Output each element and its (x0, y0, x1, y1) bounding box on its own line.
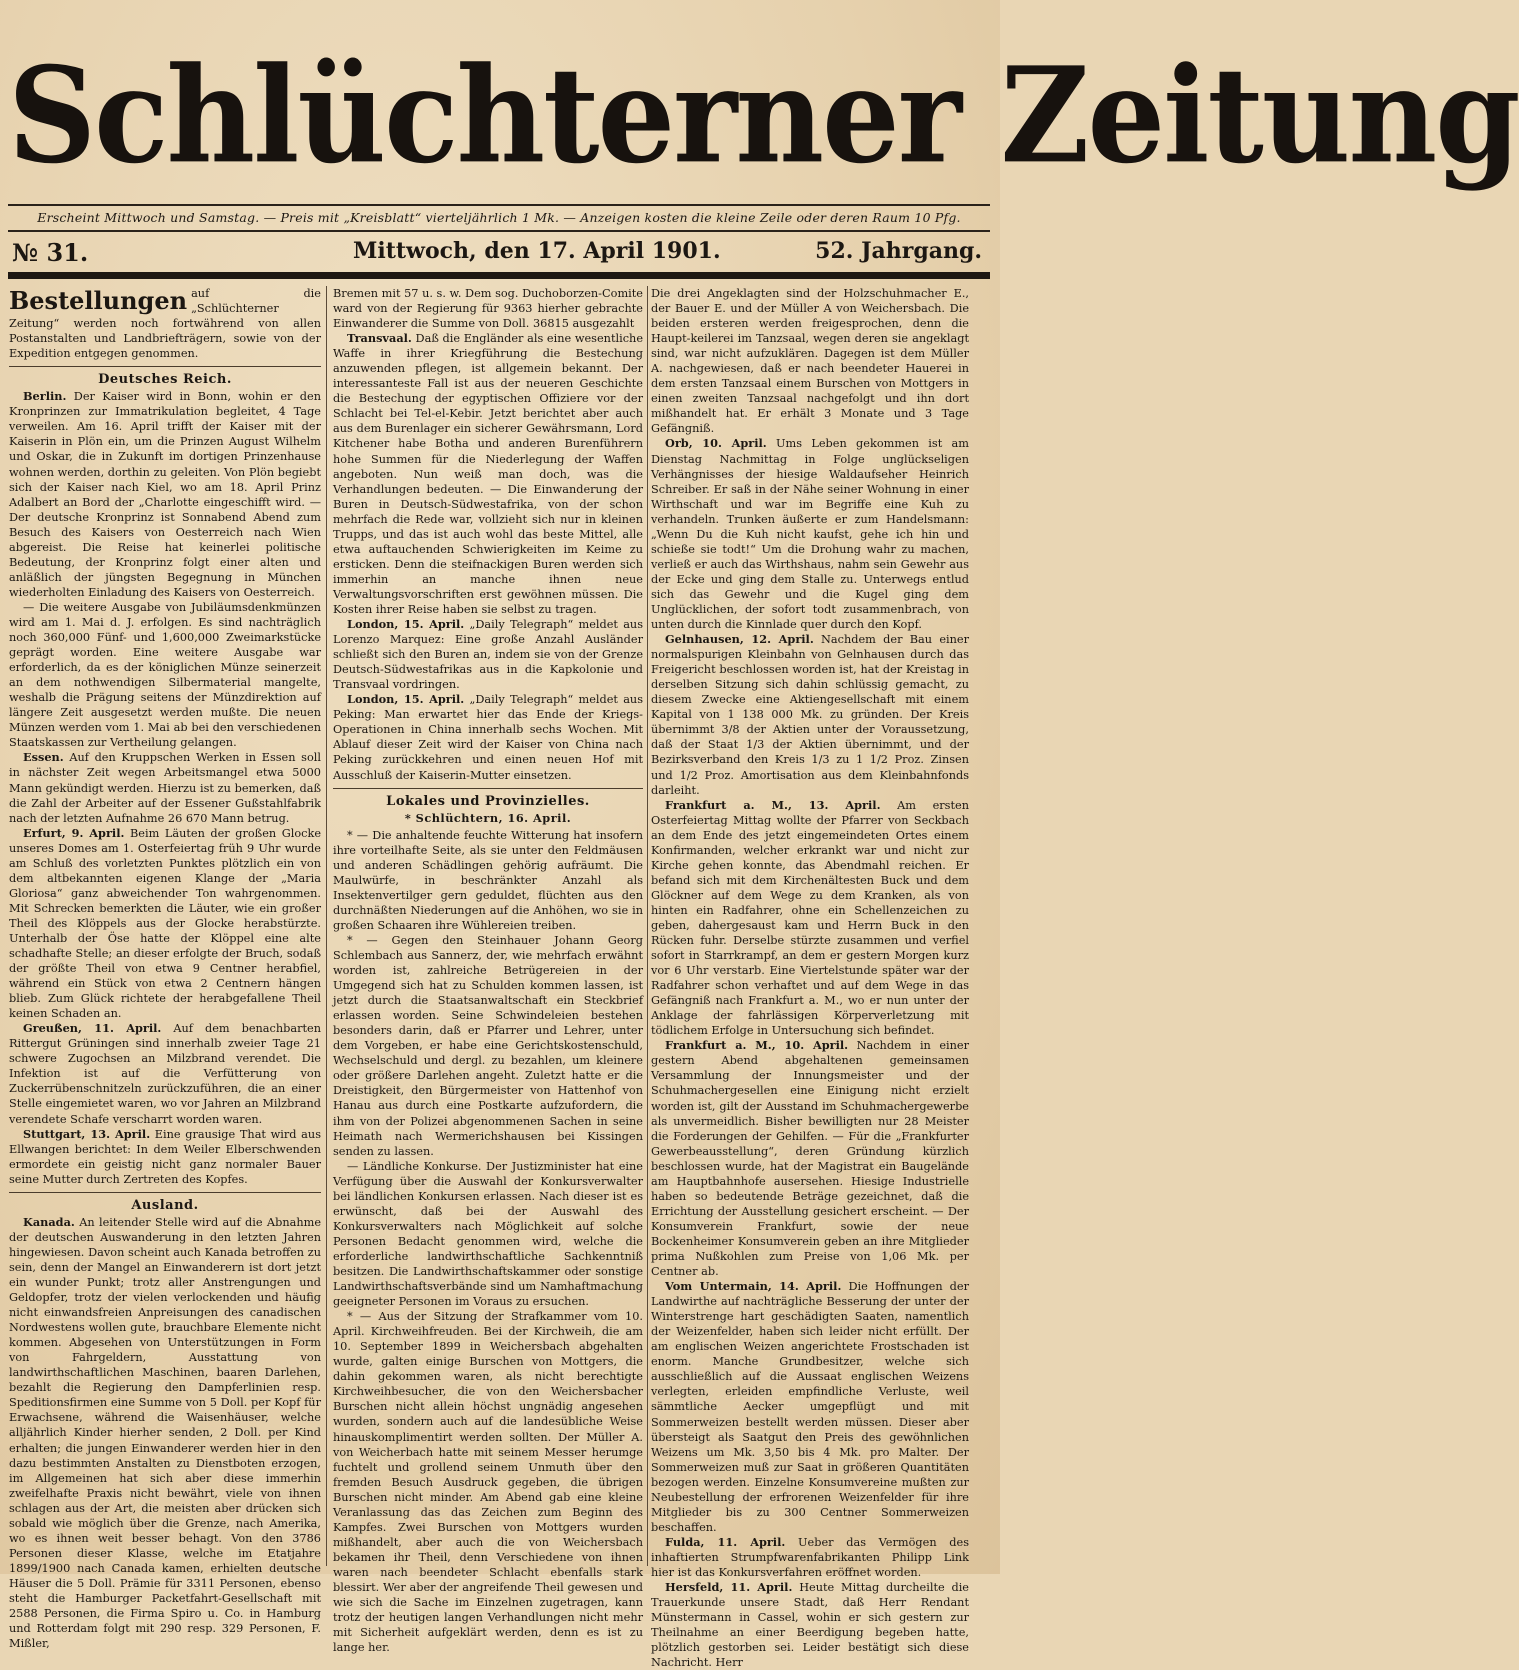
dateline: Frankfurt a. M., 13. April. (665, 797, 881, 812)
dateline: Frankfurt a. M., 10. April. (665, 1038, 849, 1053)
section-heading-reich: Deutsches Reich. (98, 372, 232, 388)
article-text: Ums Leben gekommen ist am Dienstag Nachmittag in Folge unglückseligen Verhängnisses der hiesige Waldaufseher Heinrich Schreiber. Er saß in der Nähe seiner Wohnung in einer Wirthschaft und war im Begriffe eine Kuh zu verhandeln. Trunken äußerte er zum Handelsmann: „Wenn Du die Kuh nicht kaufst, gehe ich hin und schieße sie todt!“ Um die Drohung wahr zu machen, verließ er auch das Wirthshaus, nahm sein Gewehr aus der Ecke und ging dem Stalle zu. Unterwegs entlud sich das Gewehr und die Kugel ging dem Unglücklichen, der sofort todt zusammenbrach, von unten durch die Kinnlade quer durch den Kopf. (651, 437, 970, 632)
dateline: Hersfeld, 11. April. (665, 1580, 793, 1595)
article-text: Ueber das Vermögen des inhaftierten Strumpfwarenfabrikanten Philipp Link hier ist das Konkursverfahren eröffnet worden. (651, 1535, 969, 1579)
newspaper-title: Schlüchterner Zeitung (8, 37, 1519, 193)
article-text: Auf den Kruppschen Werken in Essen soll in nächster Zeit wegen Arbeitsmangel etwa 5000 Mann gekündigt werden. Hierzu ist zu bemerken, daß die Zahl der Arbeiter auf der Essener Gußstahlfabrik nach der letzten Aufnahme 26 670 Mann betrug. (9, 751, 321, 825)
issue-number: № 31. (12, 238, 89, 267)
article-frankfurt-2 (651, 1038, 969, 1279)
article-text: Der Kaiser wird in Bonn, wohin er den Kronprinzen zur Immatrikulation begleitet, 4 Tage verweilen. Am 16. April trifft der Kaiser mit der Kaiserin in Plön ein, um die Prinzen August Wilhelm und Oskar, die in Zukunft im dortigen Prinzenhause wohnen werden, dorthin zu geleiten. Von Plön begiebt sich der Kaiser nach Kiel, wo am 18. April Prinz Adalbert an Bord der „Charlotte eingeschifft wird. — Der deutsche Kronprinz ist Sonnabend Abend zum Besuch des Kaisers von Oesterreich nach Wien abgereist. Die Reise hat keinerlei politische Bedeutung, der Kronprinz folgt einer alten und anläßlich der jüngsten Begegnung in München wiederholten Einladung des Kaisers von Oesterreich. (9, 390, 321, 599)
dateline: London, 15. April. (347, 617, 465, 632)
dateline: Erfurt, 9. April. (23, 825, 125, 840)
dateline: Berlin. (23, 389, 67, 404)
article-erfurt (9, 826, 321, 1022)
dateline: Gelnhausen, 12. April. (665, 632, 814, 647)
masthead-rule (8, 204, 990, 206)
section-heading-lokales: Lokales und Provinzielles. (386, 793, 590, 809)
column-divider (647, 286, 648, 1566)
article-schlembach: * — Gegen den Steinhauer Johann Georg Schlembach aus Sannerz, der, wie mehrfach erwähnt worden ist, zahlreiche Betrügereien in der Umgegend sich hat zu Schulden kommen lassen, ist jetzt durch die Staatsanwaltschaft ein Steckbrief erlassen worden. Seine Schwindeleien bestehen besonders darin, daß er Pfarrer und Lehrer, unter dem Vorgeben, er habe eine Gerichtskostenschuld, Wechselschuld und dergl. zu bezahlen, um kleinere oder größere Darlehen angeht. Zuletzt hatte er die Dreistigkeit, den Bürgermeister von Hattenhof von Hanau aus durch eine Postkarte aufzufordern, die ihm von der Polizei abgenommenen Sachen in seine Heimath nach Wermerichshausen bei Kissingen senden zu lassen. (333, 933, 643, 1158)
article-bremen: Bremen mit 57 u. s. w. Dem sog. Duchoborzen-Comite ward von der Regierung für 9363 hierher gebrachte Einwanderer die Summe von Doll. 36815 ausgezahlt (333, 287, 643, 331)
article-transvaal (333, 331, 643, 617)
article-greussen (9, 1021, 321, 1126)
separator (9, 366, 321, 367)
dateline: Fulda, 11. April. (665, 1534, 786, 1549)
article-konkurse: — Ländliche Konkurse. Der Justizminister hat eine Verfügung über die Auswahl der Konkursverwalter bei ländlichen Konkursen erlassen. Nach dieser ist es erwünscht, daß bei der Auswahl des Konkursverwalters nach Möglichkeit auf solche Personen Bedacht genommen wird, welche die erforderliche landwirthschaftliche Sachkenntniß besitzen. Die Landwirthschaftskammer oder sonstige Landwirthschaftsverbände sind um Namhaftmachung geeigneter Personen im Voraus zu ersuchen. (333, 1159, 643, 1309)
column-1 (9, 286, 322, 1651)
section-heading-ausland: Ausland. (131, 1197, 199, 1213)
article-strafkammer: * — Aus der Sitzung der Strafkammer vom 10. April. Kirchweihfreuden. Bei der Kirchweih, die am 10. September 1899 in Weichersbach abgehalten wurde, galten einige Burschen von Mottgers, die dahin gekommen waren, als nicht berechtigte Kirchweihbesucher, die von den Weichersbacher Burschen nicht allein höchst ungnädig angesehen wurden, sondern auch auf die landesübliche Weise hinauskomplimentirt werden sollten. Der Müller A. von Weicherbach hatte mit seinem Messer herumge fuchtelt und grollend seinem Unmuth über den fremden Besuch Ausdruck gegeben, die übrigen Burschen nicht minder. Am Abend gab eine kleine Veranlassung das das Zeichen zum Beginn des Kampfes. Zwei Burschen von Mottgers wurden mißhandelt, aber auch die von Weichersbach bekamen ihr Theil, denn Verschiedene von ihnen waren nach beendeter Schlacht ebenfalls stark blessirt. Wer aber der angreifende Theil gewesen und wie sich die Sache im Einzelnen zugetragen, kann trotz der heutigen langen Verhandlungen nicht mehr mit Sicherheit aufgeklärt werden, denn es ist zu lange her. (333, 1310, 643, 1655)
article-text: Am ersten Osterfeiertag Mittag wollte der Pfarrer von Seckbach an dem Ende des jetzt eingemeindeten Ortes einem Konfirmanden, welcher erkrankt war und nicht zur Kirche gehen konnte, das Abendmahl reichen. Er befand sich mit dem Kirchenältesten Buck und dem Glöckner auf dem Wege zu dem Kranken, als von hinten ein Radfahrer, ohne ein Schellenzeichen zu geben, dahergesaust kam und Herrn Buck in den Rücken fuhr. Derselbe stürzte zusammen und verfiel sofort in Starrkrampf, an dem er gestern Morgen kurz vor 6 Uhr verstarb. Eine Viertelstunde später war der Radfahrer schon verhaftet und auf dem Wege in das Gefängniß nach Frankfurt a. M., wo er nun unter der Anklage der fahrlässigen Körperverletzung mit tödlichem Erfolge in Untersuchung sich befindet. (651, 798, 969, 1038)
article-maeuse: * — Die anhaltende feuchte Witterung hat insofern ihre vorteilhafte Seite, als sie unter den Feldmäusen und anderen Schädlingen gehörig aufräumt. Die Maulwürfe, in beschränkter Anzahl als Insektenvertilger gern geduldet, flüchten aus den durchnäßten Niederungen auf die Anhöhen, wo sie in großen Schaaren ihre Wühlereien treiben. (333, 828, 643, 932)
article-text: Daß die Engländer als eine wesentliche Waffe in ihrer Kriegführung die Bestechung anzuwenden pflegen, ist allgemein bekannt. Der interessanteste Fall ist aus der neueren Geschichte die Bestechung der egyptischen Offiziere vor der Schlacht bei Tel-el-Kebir. Jetzt berichtet aber auch aus dem Burenlager ein sicherer Gewährsmann, Lord Kitchener habe Botha und anderen Burenführern hohe Summen für die Niederlegung der Waffen angeboten. Nun weiß man doch, was die Verhandlungen bedeuten. — Die Einwanderung der Buren in Deutsch-Südwestafrika, von der schon mehrfach die Rede war, vollzieht sich nur in kleinen Trupps, und das ist auch wohl das beste Mittel, alle etwa auftauchenden Schwierigkeiten im Keime zu ersticken. Denn die steifnackigen Buren werden sich immerhin an manche ihnen neue Verwaltungsvorschriften erst gewöhnen müssen. Die Kosten ihrer Reise haben sie selbst zu tragen. (333, 332, 643, 616)
article-berlin (9, 389, 321, 600)
dateline: Essen. (23, 750, 64, 765)
article-text: Die Hoffnungen der Landwirthe auf nachträgliche Besserung der unter der Winterstrenge hart geschädigten Saaten, namentlich der Weizenfelder, haben sich leider nicht erfüllt. Der am englischen Weizen angerichtete Frostschaden ist enorm. Manche Grundbesitzer, welche sich ausschließlich auf die Aussaat englischen Weizens verlegten, erleiden empfindliche Verluste, weil sämmtliche Aecker umgepflügt und mit Sommerweizen bestellt werden müssen. Dieser aber übersteigt als Saatgut den Preis des gewöhnlichen Weizens um Mk. 3,50 bis 4 Mk. pro Malter. Der Sommerweizen muß zur Saat in größeren Quantitäten bezogen werden. Einzelne Konsumvereine mußten zur Neubestellung der erfrorenen Weizenfelder für ihre Mitglieder bis zu 300 Centner Sommerweizen beschaffen. (651, 1280, 969, 1534)
local-dateline: * Schlüchtern, 16. April. (404, 810, 572, 825)
article-muenzen: — Die weitere Ausgabe von Jubiläumsdenkmünzen wird am 1. Mai d. J. erfolgen. Es sind nachträglich noch 360,000 Fünf- und 1,600,000 Zweimarkstücke geprägt worden. Eine weitere Ausgabe war erforderlich, da es der königlichen Münze seinerzeit an dem nothwendigen Silbermaterial mangelte, weshalb die Prägung seitens der Münzdirektion auf längere Zeit ausgesetzt werden mußte. Die neuen Münzen werden vom 1. Mai ab bei den verschiedenen Staatskassen zur Vertheilung gelangen. (9, 600, 321, 750)
dateline: Greußen, 11. April. (23, 1021, 162, 1036)
article-london-1 (333, 617, 643, 692)
article-untermain (651, 1279, 969, 1535)
issue-rule (8, 272, 990, 279)
column-2 (333, 286, 643, 1655)
bestellungen-word: Bestellungen (9, 286, 188, 315)
issue-line (8, 238, 990, 272)
subscription-line: Erscheint Mittwoch und Samstag. — Preis mit „Kreisblatt“ vierteljährlich 1 Mk. — Anzeigen kosten die kleine Zeile oder deren Raum 10 Pfg. (37, 210, 961, 225)
article-text: Eine grausige That wird aus Ellwangen berichtet: In dem Weiler Elberschwenden ermordete ein geistig nicht ganz normaler Bauer seine Mutter durch Zertreten des Kopfes. (9, 1127, 321, 1186)
dateline: Kanada. (23, 1214, 75, 1229)
volume-year: 52. Jahrgang. (815, 238, 982, 264)
dateline: Orb, 10. April. (665, 436, 767, 451)
article-fulda (651, 1535, 969, 1580)
article-london-2 (333, 692, 643, 782)
article-kanada (9, 1215, 321, 1651)
article-text: „Daily Telegraph“ meldet aus Peking: Man erwartet hier das Ende der Kriegs-Operationen in China innerhalb sechs Wochen. Mit Ablauf dieser Zeit wird der Kaiser von China nach Peking zurückkehren und einen neuen Hof mit Ausschluß der Kaiserin-Mutter einsetzen. (333, 693, 643, 782)
subline-rule (8, 230, 990, 232)
article-orb (651, 436, 969, 632)
dateline: Stuttgart, 13. April. (23, 1126, 151, 1141)
article-stuttgart (9, 1127, 321, 1187)
separator (333, 788, 643, 789)
article-hersfeld (651, 1580, 969, 1670)
masthead (8, 28, 1519, 203)
bestellungen-text: auf die „Schlüchterner Zeitung“ werden noch fortwährend von allen Postanstalten und Landbriefträgern, sowie von der Expedition entgegen genommen. (9, 287, 321, 361)
bestellungen-notice (9, 286, 321, 361)
column-divider (326, 286, 327, 1566)
article-text: Heute Mittag durcheilte die Trauerkunde unsere Stadt, daß Herr Rendant Münstermann in Cassel, wohin er sich gestern zur Theilnahme an einer Beerdigung begeben hatte, plötzlich gestorben sei. Leider bestätigt sich diese Nachricht. Herr (651, 1581, 969, 1670)
dateline: Transvaal. (347, 331, 412, 346)
dateline: London, 15. April. (347, 692, 465, 707)
article-essen (9, 750, 321, 825)
article-text: Nachdem in einer gestern Abend abgehaltenen gemeinsamen Versammlung der Innungsmeister und der Schuhmachergesellen eine Einigung nicht erzielt worden ist, gilt der Ausstand im Schuhmachergewerbe als unvermeidlich. Bisher bewilligten nur 28 Meister die Forderungen der Gehilfen. — Für die „Frankfurter Gewerbeausstellung“, deren Gründung kürzlich beschlossen wurde, hat der Magistrat ein Baugelände am Hauptbahnhofe ausersehen. Hiesige Industrielle haben so bedeutende Beträge gezeichnet, daß die Errichtung der Ausstellung gesichert erscheint. — Der Konsumverein Frankfurt, sowie der neue Bockenheimer Konsumverein geben an ihre Mitglieder prima Nußkohlen zum Preise von 1,06 Mk. per Centner ab. (651, 1039, 969, 1279)
article-gelnhausen (651, 632, 969, 798)
article-text: „Daily Telegraph“ meldet aus Lorenzo Marquez: Eine große Anzahl Ausländer schließt sich den Buren an, indem sie von der Grenze Deutsch-Südwestafrikas aus in die Kapkolonie und Transvaal vordringen. (333, 618, 643, 692)
article-text: An leitender Stelle wird auf die Abnahme der deutschen Auswanderung in den letzten Jahren hingewiesen. Davon scheint auch Kanada betroffen zu sein, denn der Mangel an Einwanderern ist dort jetzt ein wunder Punkt; trotz aller Anstrengungen und Geldopfer, trotz der vielen verlockenden und häufig nicht einwandsfreien Anpreisungen des canadischen Nordwestens wollen gute, brauchbare Elemente nicht kommen. Abgesehen von Unterstützungen in Form von Fahrgeldern, Ausstattung von landwirthschaftlichen Maschinen, baaren Darlehen, bezahlt die Regierung den Dampferlinien resp. Speditionsfirmen eine Summe von 5 Doll. per Kopf für Erwachsene, während die Waisenhäuser, welche alljährlich Kinder hierher senden, 2 Doll. per Kind erhalten; die jungen Einwanderer werden hier in den dazu bestimmten Anstalten zu Dienstboten erzogen, im Allgemeinen hat sich aber diese immerhin zweifelhafte Praxis nicht bewährt, viele von ihnen schlagen aus der Art, die meisten aber drücken sich sobald wie möglich über die Grenze, nach Amerika, wo es ihnen weit besser behagt. Von den 3786 Personen dieser Klasse, welche im Etatjahre 1899/1900 nach Canada kamen, erhielten deutsche Häuser die 5 Doll. Prämie für 3311 Personen, ebenso steht die Hamburger Packetfahrt-Gesellschaft mit 2588 Personen, die Firma Spiro u. Co. in Hamburg und Rotterdam folgt mit 290 resp. 329 Personen, F. Mißler, (9, 1215, 322, 1651)
article-text: Auf dem benachbarten Rittergut Grüningen sind innerhalb zweier Tage 21 schwere Zugochsen an Milzbrand verendet. Die Infektion ist auf die Verfütterung von Zuckerrübenschnitzeln zurückzuführen, die an einer Stelle eingemietet waren, wo vor Jahren an Milzbrand verendete Schafe verscharrt worden waren. (9, 1022, 321, 1126)
separator (9, 1192, 321, 1193)
issue-date: Mittwoch, den 17. April 1901. (353, 238, 721, 264)
column-3 (651, 286, 970, 1670)
article-frankfurt-1 (651, 798, 969, 1039)
article-text: Nachdem der Bau einer normalspurigen Kleinbahn von Gelnhausen durch das Freigericht beschlossen worden ist, hat der Kreistag in derselben Sitzung sich dahin schlüssig gemacht, zu diesem Zwecke eine Aktiengesellschaft mit einem Kapital von 1 138 000 Mk. zu gründen. Der Kreis übernimmt 3/8 der Aktien unter der Voraussetzung, daß der Staat 1/3 der Aktien übernimmt, und der Bezirksverband den Kreis 1/3 zu 1 1/2 Proz. Zinsen und 1/2 Proz. Amortisation aus dem Kleinbahnfonds darleiht. (651, 633, 969, 797)
dateline: Vom Untermain, 14. April. (665, 1279, 842, 1294)
article-angeklagten: Die drei Angeklagten sind der Holzschuhmacher E., der Bauer E. und der Müller A von Weichersbach. Die beiden ersteren werden freigesprochen, denn die Haupt-keilerei im Tanzsaal, wegen deren sie angeklagt sind, war nicht aufzuklären. Dagegen ist dem Müller A. nachgewiesen, daß er nach beendeter Hauerei in dem ersten Tanzsaal einem Burschen von Mottgers in einen zweiten Tanzsaal nachgefolgt und ihn dort mißhandelt hat. Er erhält 3 Monate und 3 Tage Gefängniß. (651, 287, 969, 436)
article-text: Beim Läuten der großen Glocke unseres Domes am 1. Osterfeiertag früh 9 Uhr wurde am Schluß des vorletzten Punktes plötzlich ein von dem altbekannten eigenen Klange der „Maria Gloriosa“ ganz abweichender Ton wahrgenommen. Mit Schrecken bemerkten die Läuter, wie ein großer Theil des Klöppels aus der Glocke herabstürzte. Unterhalb der Öse hatte der Klöppel eine alte schadhafte Stelle; an dieser erfolgte der Bruch, sodaß der größte Theil von etwa 9 Centner herabfiel, während ein Stück von etwa 2 Centnern hängen blieb. Zum Glück richtete der herabgefallene Theil keinen Schaden an. (9, 826, 322, 1021)
